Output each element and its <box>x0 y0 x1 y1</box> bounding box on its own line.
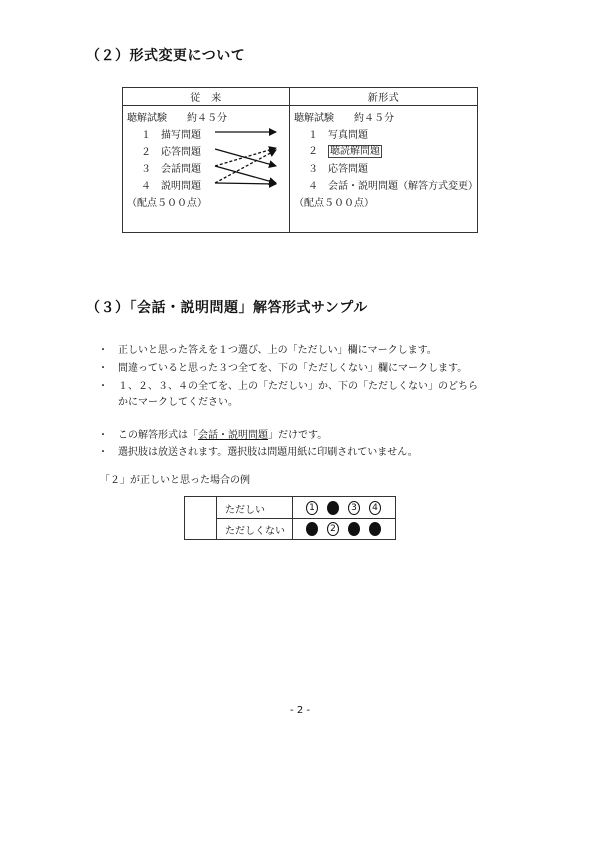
format-change-table <box>122 87 478 233</box>
bullet-text: 間違っていると思った３つ全てを、下の「ただしくない」欄にマークします。 <box>118 363 468 374</box>
new-item-number: ４ <box>308 181 318 192</box>
old-item-number: ２ <box>141 147 151 158</box>
new-item-1 <box>308 126 368 141</box>
new-item-number: ２ <box>308 146 318 157</box>
incorrect-bubble-1 <box>306 522 318 536</box>
table-column-divider <box>289 88 290 232</box>
old-item-number: ３ <box>141 164 151 175</box>
correct-bubble-1: 1 <box>306 501 318 515</box>
sample-row-divider <box>216 518 395 519</box>
new-item-label-boxed: 聴読解問題 <box>330 146 380 157</box>
old-item-number: １ <box>141 130 151 141</box>
bullet-mark: ・ <box>98 345 108 356</box>
correct-bubble-2 <box>327 501 339 515</box>
section-2-heading: （２）形式変更について <box>86 48 246 64</box>
new-format-header: 新形式 <box>367 93 400 104</box>
incorrect-bubble-2: 2 <box>327 522 339 536</box>
old-format-header: 従 来 <box>190 93 222 104</box>
old-item-number: ４ <box>141 181 151 192</box>
new-item-number: １ <box>308 130 318 141</box>
incorrect-bubble-4 <box>369 522 381 536</box>
sample-answer-table <box>184 496 396 540</box>
bullet-mark: ・ <box>98 430 108 441</box>
new-item-label: 会話・説明問題（解答方式変更） <box>328 181 478 192</box>
arrow-explanation-to-merged <box>215 183 276 184</box>
bullet-text: この解答形式は「会話・説明問題」だけです。 <box>118 430 328 441</box>
new-item-3 <box>308 160 368 175</box>
old-exam-duration: 聴解試験 約４５分 <box>127 113 227 124</box>
page-number: - 2 - <box>290 705 310 716</box>
mapping-arrows <box>123 88 289 234</box>
row-correct-label: ただしい <box>225 505 265 516</box>
old-item-label: 応答問題 <box>161 147 201 158</box>
example-caption: 「２」が正しいと思った場合の例 <box>100 475 250 486</box>
new-item-number: ３ <box>308 164 318 175</box>
new-item-4 <box>308 177 478 192</box>
bullet-text: 正しいと思った答えを１つ選び、上の「ただしい」欄にマークします。 <box>118 345 437 356</box>
old-points: （配点５００点） <box>127 198 207 209</box>
bullet-text: 選択肢は放送されます。選択肢は問題用紙に印刷されていません。 <box>118 447 418 458</box>
old-item-label: 会話問題 <box>161 164 201 175</box>
underlined-term: 会話・説明問題 <box>198 430 268 441</box>
new-item-label: 写真問題 <box>328 130 368 141</box>
arrow-explanation-dashed <box>215 150 276 183</box>
correct-bubble-4: 4 <box>369 501 381 515</box>
section-3-heading: （３）「会話・説明問題」解答形式サンプル <box>86 300 368 316</box>
bullet-mark: ・ <box>98 447 108 458</box>
new-item-2 <box>308 142 382 157</box>
bullet-mark: ・ <box>98 381 108 392</box>
row-incorrect-label: ただしくない <box>225 526 285 537</box>
bullet-mark: ・ <box>98 363 108 374</box>
new-item-label: 応答問題 <box>328 164 368 175</box>
old-item-label: 説明問題 <box>161 181 201 192</box>
bullet-text: １、２、３、４の全てを、上の「ただしい」か、下の「ただしくない」のどちら <box>118 381 478 392</box>
new-points: （配点５００点） <box>294 198 374 209</box>
bullet-text: かにマークしてください。 <box>118 397 238 408</box>
arrow-conversation-to-merged <box>215 166 276 183</box>
new-exam-duration: 聴解試験 約４５分 <box>294 113 394 124</box>
correct-bubble-3: 3 <box>348 501 360 515</box>
incorrect-bubble-3 <box>348 522 360 536</box>
old-item-label: 描写問題 <box>161 130 201 141</box>
